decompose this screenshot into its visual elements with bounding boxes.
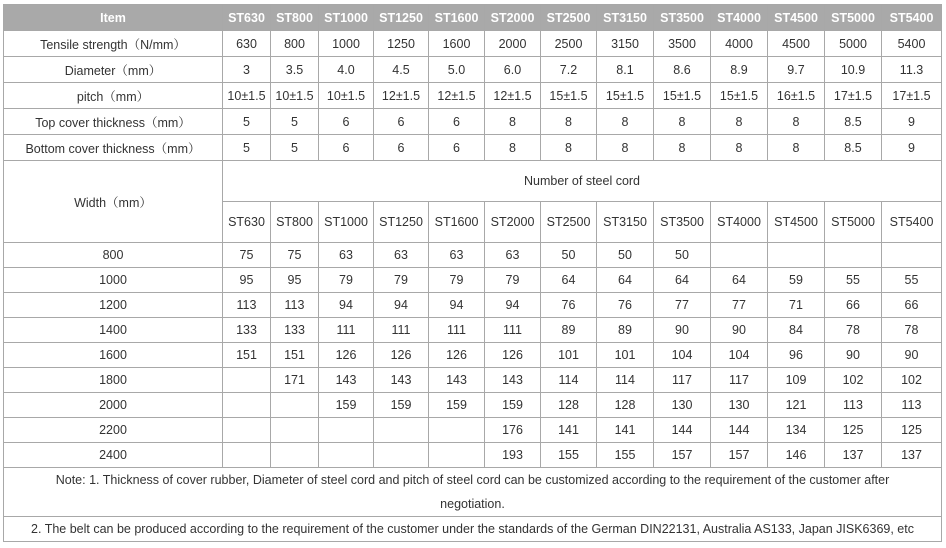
cord-grade: ST4500 — [768, 202, 825, 243]
cord-count: 137 — [882, 443, 942, 468]
spec-row — [4, 57, 942, 83]
cord-count: 157 — [654, 443, 711, 468]
cord-count: 117 — [654, 368, 711, 393]
cord-count: 50 — [541, 243, 597, 268]
header-grade: ST630 — [223, 5, 271, 31]
cord-count: 94 — [485, 293, 541, 318]
spec-value: 8 — [711, 109, 768, 135]
note-1 — [4, 468, 942, 517]
spec-value: 17±1.5 — [882, 83, 942, 109]
cord-count: 143 — [485, 368, 541, 393]
cord-count — [223, 368, 271, 393]
spec-value: 8.5 — [825, 135, 882, 161]
cord-grade: ST2500 — [541, 202, 597, 243]
cord-count: 151 — [271, 343, 319, 368]
cord-grade: ST1250 — [374, 202, 429, 243]
spec-value: 9.7 — [768, 57, 825, 83]
cord-row — [4, 318, 942, 343]
spec-label: Bottom cover thickness（mm） — [4, 135, 223, 161]
cord-grade: ST3500 — [654, 202, 711, 243]
spec-value: 5 — [223, 109, 271, 135]
spec-value: 8 — [768, 109, 825, 135]
spec-value: 9 — [882, 135, 942, 161]
header-grade: ST5000 — [825, 5, 882, 31]
cord-count: 95 — [223, 268, 271, 293]
cord-count: 66 — [882, 293, 942, 318]
cord-count: 63 — [319, 243, 374, 268]
cord-row — [4, 418, 942, 443]
cord-count: 64 — [597, 268, 654, 293]
cord-count: 76 — [597, 293, 654, 318]
cord-count: 111 — [374, 318, 429, 343]
spec-value: 3500 — [654, 31, 711, 57]
spec-value: 3150 — [597, 31, 654, 57]
cord-width: 1600 — [4, 343, 223, 368]
cord-count: 133 — [223, 318, 271, 343]
spec-value: 5 — [223, 135, 271, 161]
spec-value: 6 — [429, 135, 485, 161]
note-1-line-b: negotiation. — [440, 497, 505, 511]
spec-value: 8 — [485, 135, 541, 161]
cord-grade: ST800 — [271, 202, 319, 243]
cord-grade: ST5000 — [825, 202, 882, 243]
spec-value: 2000 — [485, 31, 541, 57]
cord-count — [319, 443, 374, 468]
header-grade: ST4500 — [768, 5, 825, 31]
spec-value: 3 — [223, 57, 271, 83]
cord-count: 146 — [768, 443, 825, 468]
width-label: Width（mm） — [4, 161, 223, 243]
cord-count: 84 — [768, 318, 825, 343]
cord-count — [711, 243, 768, 268]
spec-value: 6 — [374, 109, 429, 135]
cord-count: 79 — [319, 268, 374, 293]
spec-value: 4500 — [768, 31, 825, 57]
cord-count: 77 — [711, 293, 768, 318]
cord-count — [429, 418, 485, 443]
spec-value: 12±1.5 — [374, 83, 429, 109]
cord-count — [223, 418, 271, 443]
spec-value: 3.5 — [271, 57, 319, 83]
cord-count — [319, 418, 374, 443]
cord-count: 79 — [374, 268, 429, 293]
spec-value: 11.3 — [882, 57, 942, 83]
cord-count — [223, 443, 271, 468]
spec-row — [4, 31, 942, 57]
header-grade: ST3150 — [597, 5, 654, 31]
spec-label: pitch（mm） — [4, 83, 223, 109]
cord-count: 95 — [271, 268, 319, 293]
spec-value: 15±1.5 — [654, 83, 711, 109]
cord-header — [4, 161, 942, 243]
number-of-steel-cord-label: Number of steel cord — [223, 161, 942, 202]
cord-count: 102 — [825, 368, 882, 393]
spec-value: 5000 — [825, 31, 882, 57]
spec-rows — [4, 31, 942, 161]
cord-grade: ST1600 — [429, 202, 485, 243]
cord-count: 94 — [374, 293, 429, 318]
cord-count — [768, 243, 825, 268]
spec-value: 10.9 — [825, 57, 882, 83]
cord-grade: ST1000 — [319, 202, 374, 243]
cord-count — [882, 243, 942, 268]
spec-value: 15±1.5 — [711, 83, 768, 109]
cord-count: 90 — [711, 318, 768, 343]
spec-value: 8 — [541, 109, 597, 135]
cord-count: 144 — [654, 418, 711, 443]
cord-count — [271, 443, 319, 468]
cord-count: 137 — [825, 443, 882, 468]
cord-count: 128 — [597, 393, 654, 418]
cord-count: 171 — [271, 368, 319, 393]
spec-value: 6 — [429, 109, 485, 135]
spec-value: 8.6 — [654, 57, 711, 83]
cord-width: 800 — [4, 243, 223, 268]
header-grade: ST2500 — [541, 5, 597, 31]
spec-value: 12±1.5 — [485, 83, 541, 109]
note-1-line-a: Note: 1. Thickness of cover rubber, Diameter of steel cord and pitch of steel cord can be customized according to the requirement of the customer after — [55, 473, 890, 487]
header-grade: ST4000 — [711, 5, 768, 31]
cord-count — [223, 393, 271, 418]
cord-count — [825, 243, 882, 268]
spec-row — [4, 135, 942, 161]
spec-label: Top cover thickness（mm） — [4, 109, 223, 135]
cord-row — [4, 368, 942, 393]
spec-value: 2500 — [541, 31, 597, 57]
cord-count: 128 — [541, 393, 597, 418]
spec-value: 8.1 — [597, 57, 654, 83]
spec-value: 6 — [374, 135, 429, 161]
cord-count: 114 — [597, 368, 654, 393]
note-row-2 — [4, 517, 942, 542]
spec-label: Diameter（mm） — [4, 57, 223, 83]
spec-row — [4, 83, 942, 109]
cord-count: 66 — [825, 293, 882, 318]
cord-count: 102 — [882, 368, 942, 393]
spec-value: 6 — [319, 109, 374, 135]
cord-count: 176 — [485, 418, 541, 443]
cord-count: 79 — [485, 268, 541, 293]
cord-grade: ST3150 — [597, 202, 654, 243]
cord-count: 113 — [271, 293, 319, 318]
spec-value: 17±1.5 — [825, 83, 882, 109]
cord-count: 157 — [711, 443, 768, 468]
spec-value: 8 — [485, 109, 541, 135]
cord-count: 126 — [429, 343, 485, 368]
cord-count: 159 — [429, 393, 485, 418]
cord-count: 133 — [271, 318, 319, 343]
cord-header-row — [4, 161, 942, 202]
steel-cord-spec-table — [3, 4, 942, 542]
cord-count: 117 — [711, 368, 768, 393]
spec-value: 7.2 — [541, 57, 597, 83]
cord-count: 104 — [654, 343, 711, 368]
cord-count: 113 — [882, 393, 942, 418]
cord-count: 126 — [319, 343, 374, 368]
cord-count: 96 — [768, 343, 825, 368]
spec-value: 5 — [271, 109, 319, 135]
spec-value: 630 — [223, 31, 271, 57]
spec-value: 10±1.5 — [319, 83, 374, 109]
cord-count: 63 — [485, 243, 541, 268]
cord-count: 94 — [319, 293, 374, 318]
cord-count: 90 — [825, 343, 882, 368]
header-grade: ST2000 — [485, 5, 541, 31]
cord-count: 101 — [597, 343, 654, 368]
spec-value: 12±1.5 — [429, 83, 485, 109]
cord-count — [271, 393, 319, 418]
spec-value: 8 — [654, 109, 711, 135]
cord-grade: ST4000 — [711, 202, 768, 243]
spec-row — [4, 109, 942, 135]
spec-value: 8 — [768, 135, 825, 161]
spec-value: 1600 — [429, 31, 485, 57]
cord-width: 2400 — [4, 443, 223, 468]
header-grade: ST1600 — [429, 5, 485, 31]
cord-count: 151 — [223, 343, 271, 368]
cord-count: 111 — [319, 318, 374, 343]
cord-count: 76 — [541, 293, 597, 318]
cord-grade: ST630 — [223, 202, 271, 243]
cord-count: 75 — [271, 243, 319, 268]
header-grade: ST1000 — [319, 5, 374, 31]
notes — [4, 468, 942, 542]
cord-count: 79 — [429, 268, 485, 293]
cord-count: 141 — [541, 418, 597, 443]
cord-count — [374, 418, 429, 443]
note-row-1 — [4, 468, 942, 517]
spec-value: 6 — [319, 135, 374, 161]
cord-grade: ST5400 — [882, 202, 942, 243]
cord-count: 143 — [374, 368, 429, 393]
cord-count: 75 — [223, 243, 271, 268]
cord-rows — [4, 243, 942, 468]
cord-count — [271, 418, 319, 443]
cord-count: 78 — [882, 318, 942, 343]
cord-row — [4, 443, 942, 468]
spec-value: 8.5 — [825, 109, 882, 135]
cord-count — [429, 443, 485, 468]
cord-count: 64 — [541, 268, 597, 293]
cord-row — [4, 343, 942, 368]
cord-count: 55 — [882, 268, 942, 293]
cord-count: 130 — [654, 393, 711, 418]
cord-count: 141 — [597, 418, 654, 443]
cord-width: 1400 — [4, 318, 223, 343]
cord-count: 71 — [768, 293, 825, 318]
cord-count: 90 — [882, 343, 942, 368]
cord-width: 2000 — [4, 393, 223, 418]
spec-value: 8 — [654, 135, 711, 161]
cord-width: 1800 — [4, 368, 223, 393]
cord-count: 78 — [825, 318, 882, 343]
cord-count: 77 — [654, 293, 711, 318]
spec-value: 15±1.5 — [541, 83, 597, 109]
spec-value: 8.9 — [711, 57, 768, 83]
spec-value: 4000 — [711, 31, 768, 57]
header-grade: ST3500 — [654, 5, 711, 31]
header-item: Item — [4, 5, 223, 31]
cord-count: 114 — [541, 368, 597, 393]
cord-count: 94 — [429, 293, 485, 318]
spec-value: 15±1.5 — [597, 83, 654, 109]
spec-value: 5.0 — [429, 57, 485, 83]
cord-grade: ST2000 — [485, 202, 541, 243]
spec-value: 10±1.5 — [223, 83, 271, 109]
spec-label: Tensile strength（N/mm） — [4, 31, 223, 57]
cord-count: 111 — [485, 318, 541, 343]
header-grade: ST5400 — [882, 5, 942, 31]
header-grade: ST1250 — [374, 5, 429, 31]
spec-value: 4.0 — [319, 57, 374, 83]
cord-count: 113 — [825, 393, 882, 418]
cord-count: 143 — [319, 368, 374, 393]
cord-count: 144 — [711, 418, 768, 443]
cord-count: 121 — [768, 393, 825, 418]
header-row — [4, 5, 942, 31]
cord-count: 155 — [597, 443, 654, 468]
cord-count: 101 — [541, 343, 597, 368]
spec-value: 1000 — [319, 31, 374, 57]
spec-value: 1250 — [374, 31, 429, 57]
cord-count: 125 — [825, 418, 882, 443]
cord-count: 193 — [485, 443, 541, 468]
spec-value: 800 — [271, 31, 319, 57]
cord-row — [4, 293, 942, 318]
cord-count: 109 — [768, 368, 825, 393]
cord-count — [374, 443, 429, 468]
cord-count: 50 — [597, 243, 654, 268]
cord-count: 64 — [654, 268, 711, 293]
spec-value: 4.5 — [374, 57, 429, 83]
cord-width: 1000 — [4, 268, 223, 293]
cord-count: 159 — [374, 393, 429, 418]
cord-width: 1200 — [4, 293, 223, 318]
cord-count: 113 — [223, 293, 271, 318]
cord-count: 125 — [882, 418, 942, 443]
cord-count: 63 — [429, 243, 485, 268]
cord-count: 126 — [374, 343, 429, 368]
cord-count: 50 — [654, 243, 711, 268]
spec-value: 8 — [597, 109, 654, 135]
spec-value: 10±1.5 — [271, 83, 319, 109]
spec-value: 6.0 — [485, 57, 541, 83]
cord-count: 134 — [768, 418, 825, 443]
cord-count: 143 — [429, 368, 485, 393]
cord-count: 89 — [597, 318, 654, 343]
cord-count: 159 — [319, 393, 374, 418]
cord-width: 2200 — [4, 418, 223, 443]
spec-value: 8 — [541, 135, 597, 161]
cord-row — [4, 243, 942, 268]
cord-count: 63 — [374, 243, 429, 268]
spec-value: 8 — [711, 135, 768, 161]
cord-count: 90 — [654, 318, 711, 343]
cord-count: 111 — [429, 318, 485, 343]
spec-value: 16±1.5 — [768, 83, 825, 109]
cord-count: 59 — [768, 268, 825, 293]
cord-count: 126 — [485, 343, 541, 368]
cord-count: 130 — [711, 393, 768, 418]
cord-count: 104 — [711, 343, 768, 368]
cord-count: 155 — [541, 443, 597, 468]
spec-value: 5 — [271, 135, 319, 161]
cord-count: 55 — [825, 268, 882, 293]
header-grade: ST800 — [271, 5, 319, 31]
spec-value: 8 — [597, 135, 654, 161]
spec-value: 9 — [882, 109, 942, 135]
cord-count: 89 — [541, 318, 597, 343]
cord-count: 159 — [485, 393, 541, 418]
note-2: 2. The belt can be produced according to the requirement of the customer under the standards of the German DIN22131, Australia AS133, Japan JISK6369, etc — [4, 517, 942, 542]
cord-row — [4, 268, 942, 293]
cord-count: 64 — [711, 268, 768, 293]
cord-row — [4, 393, 942, 418]
spec-value: 5400 — [882, 31, 942, 57]
